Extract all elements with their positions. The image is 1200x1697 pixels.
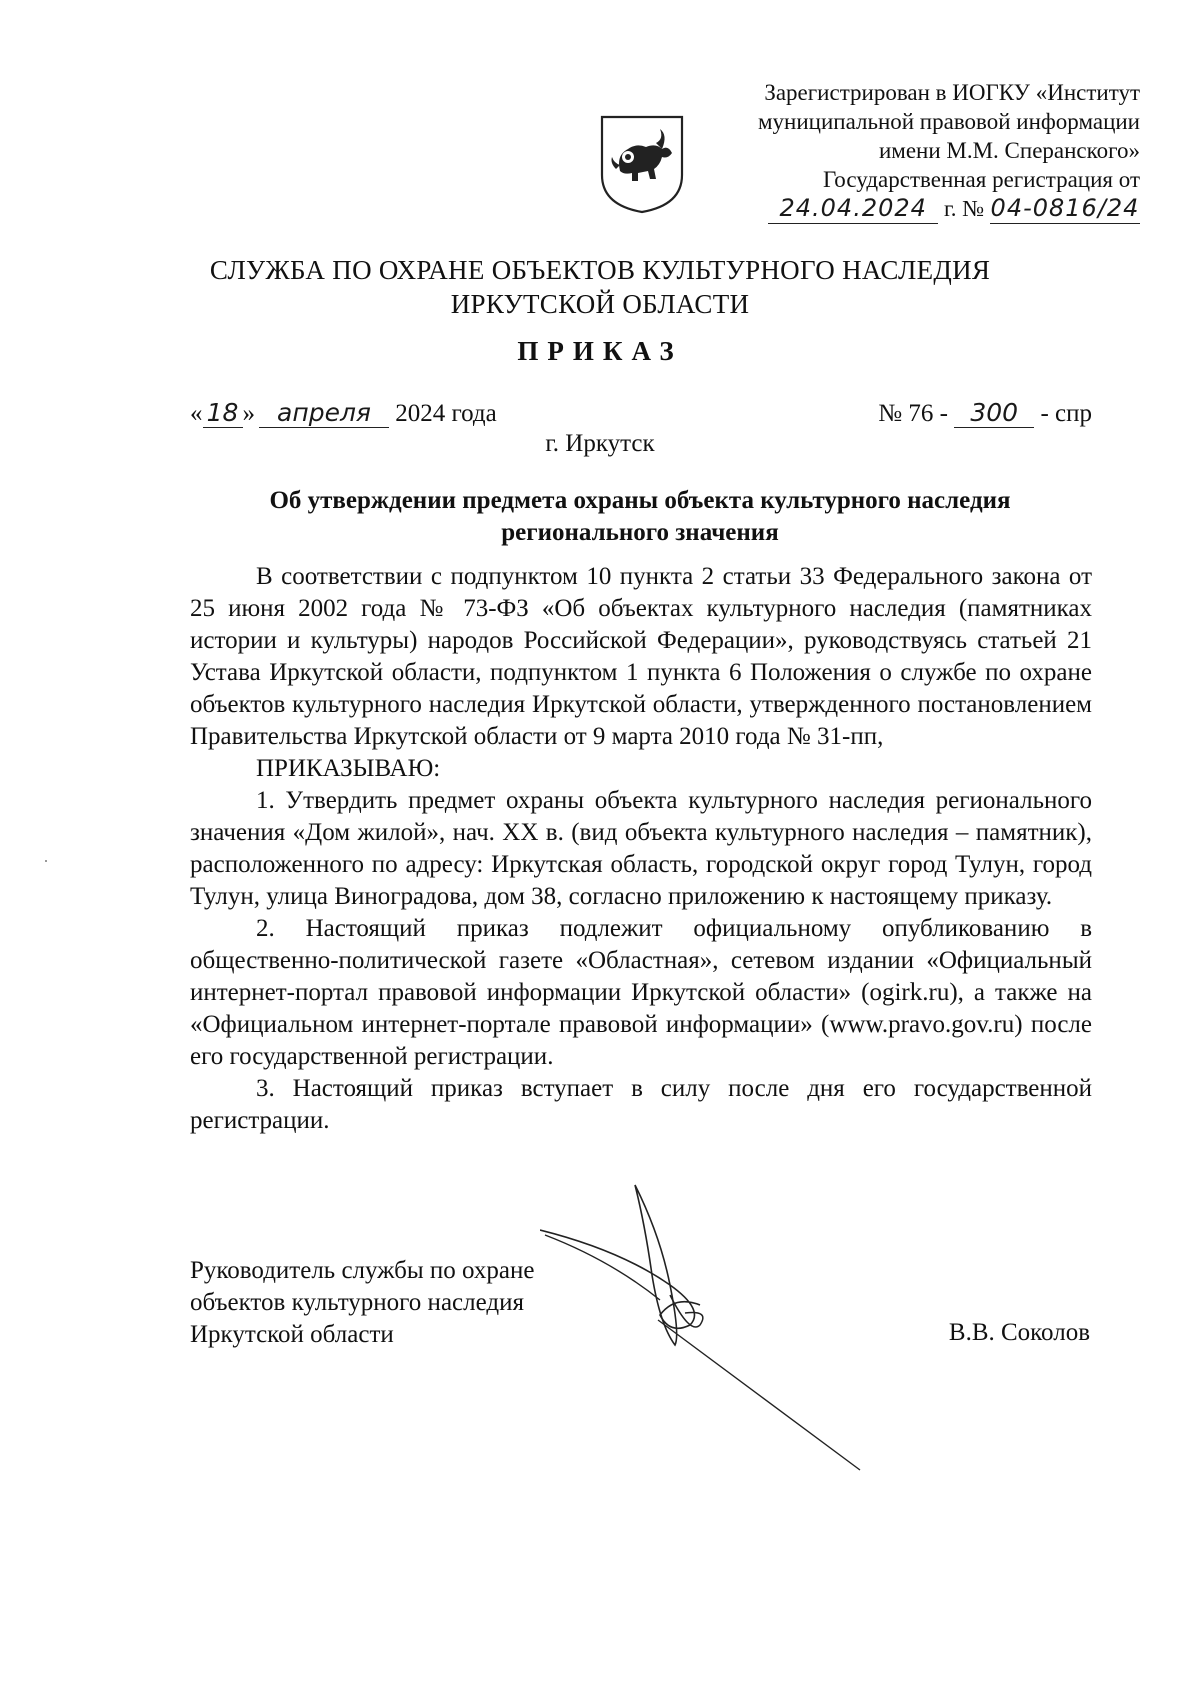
heading-line-1: Об утверждении предмета охраны объекта культурного наследия <box>269 487 1011 514</box>
registration-line-3: имени М.М. Сперанского» <box>878 138 1140 163</box>
registration-date-handwritten: 24.04.2024 <box>768 194 938 224</box>
registration-stamp <box>720 78 1140 224</box>
scan-speck <box>45 860 47 862</box>
date-close-quote: » <box>242 400 255 427</box>
registration-number-handwritten: 04-0816/24 <box>990 194 1140 222</box>
signatory-role-line-1: Руководитель службы по охране <box>190 1257 535 1284</box>
organization-name <box>0 253 1200 321</box>
order-number-handwritten: 300 <box>954 398 1034 428</box>
order-number-suffix: - спр <box>1040 400 1092 427</box>
document-heading <box>190 485 1090 549</box>
heading-line-2: регионального значения <box>501 519 779 546</box>
signatory-role <box>190 1255 534 1351</box>
coat-of-arms-icon <box>598 113 686 215</box>
order-item-2: 2. Настоящий приказ подлежит официальному опубликованию в общественно-политической газете «Областная», сетевом издании «Официальный интернет-портал правовой информации Иркутской области» (ogirk.ru), а также на «Официальном интернет-портале правовой информации» (www.pravo.gov.ru) после его государственной регистрации. <box>190 915 1092 1070</box>
order-number <box>878 398 1092 428</box>
registration-line-4: Государственная регистрация от <box>823 167 1140 192</box>
organization-line-2: ИРКУТСКОЙ ОБЛАСТИ <box>450 289 750 319</box>
decree-word: ПРИКАЗЫВАЮ: <box>256 755 441 782</box>
order-item-1: 1. Утвердить предмет охраны объекта культурного наследия регионального значения «Дом жилой», нач. XX в. (вид объекта культурного наследия – памятник), расположенного по адресу: Иркутская область, городской округ город Тулун, город Тулун, улица Виноградова, дом 38, согласно приложению к настоящему приказу. <box>190 787 1092 910</box>
organization-line-1: СЛУЖБА ПО ОХРАНЕ ОБЪЕКТОВ КУЛЬТУРНОГО НАСЛЕДИЯ <box>209 255 991 285</box>
handwritten-signature <box>540 1175 940 1495</box>
order-item-3: 3. Настоящий приказ вступает в силу после дня его государственной регистрации. <box>190 1075 1092 1134</box>
registration-line-1: Зарегистрирован в ИОГКУ «Институт <box>764 80 1140 105</box>
date-open-quote: « <box>190 400 203 427</box>
registration-line-2: муниципальной правовой информации <box>757 109 1140 134</box>
signatory-role-line-3: Иркутской области <box>190 1321 394 1348</box>
date-month-handwritten: апреля <box>259 398 389 428</box>
date-year: 2024 года <box>395 400 497 427</box>
signatory-name: В.В. Соколов <box>948 1319 1090 1346</box>
document-type: ПРИКАЗ <box>517 336 683 366</box>
order-number-prefix: № 76 - <box>878 400 948 427</box>
document-body <box>190 561 1092 1137</box>
registration-date-line <box>720 194 1140 224</box>
order-date <box>190 398 497 428</box>
registration-number-label: г. № <box>943 196 985 221</box>
date-day-handwritten: 18 <box>203 398 243 428</box>
city: г. Иркутск <box>545 430 655 457</box>
signatory-role-line-2: объектов культурного наследия <box>190 1289 524 1316</box>
preamble-paragraph: В соответствии с подпунктом 10 пункта 2 статьи 33 Федерального закона от 25 июня 2002 года № 73-ФЗ «Об объектах культурного наследия (памятниках истории и культуры) народов Российской Федерации», руководствуясь статьей 21 Устава Иркутской области, подпунктом 1 пункта 6 Положения о службе по охране объектов культурного наследия Иркутской области, утвержденного постановлением Правительства Иркутской области от 9 марта 2010 года № 31-пп, <box>190 563 1092 750</box>
